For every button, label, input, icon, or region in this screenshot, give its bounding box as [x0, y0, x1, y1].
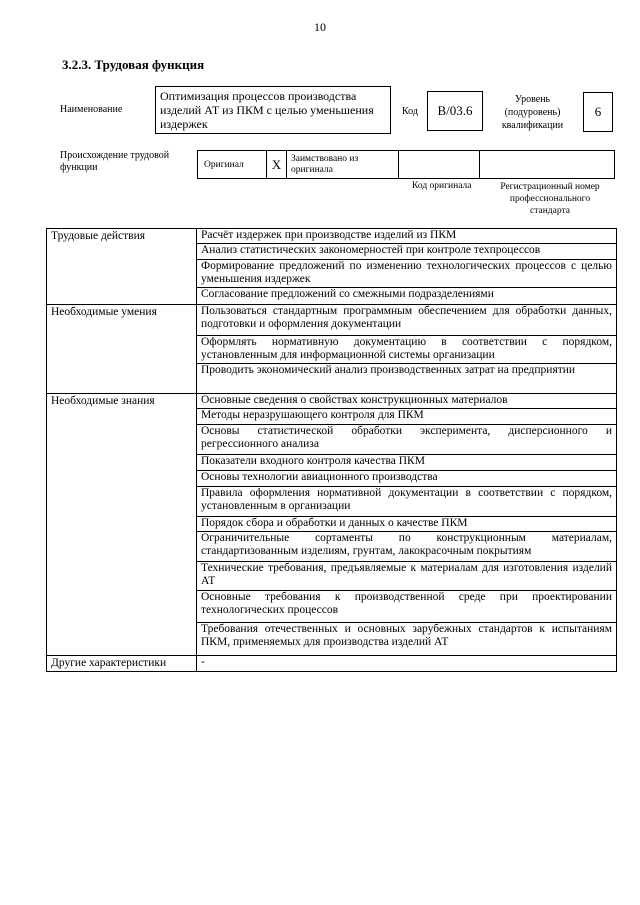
- table-item: Основы статистической обработки эксперимента, дисперсионного и регрессионного анализа: [197, 425, 616, 455]
- table-item: Оформлять нормативную документацию в соответствии с порядком, установленным для информационной системы организации: [197, 336, 616, 365]
- origin-label: Происхождение трудовой функции: [60, 150, 170, 173]
- table-item: Основные сведения о свойствах конструкционных материалов: [197, 394, 616, 409]
- table-item: Пользоваться стандартным программным обеспечением для обработки данных, подготовки и оформления документации: [197, 305, 616, 336]
- table-item: Методы неразрушающего контроля для ПКМ: [197, 409, 616, 425]
- borrowed-label: Заимствовано из оригинала: [287, 151, 399, 178]
- original-code-cell: [399, 151, 480, 178]
- table-item: -: [201, 656, 205, 668]
- registration-number-cell: [480, 151, 614, 178]
- table-item: Технические требования, предъявляемые к материалам для изготовления изделий АТ: [197, 562, 616, 591]
- section-labor-actions: [47, 229, 616, 305]
- table-item: Согласование предложений со смежными подразделениями: [201, 288, 494, 301]
- table-item: Проводить экономический анализ производственных затрат на предприятии: [201, 364, 576, 377]
- registration-number-caption: Регистрационный номер профессионального стандарта: [500, 182, 600, 216]
- table-item: Формирование предложений по изменению технологических процессов с целью уменьшения издержек: [197, 260, 616, 289]
- requirements-table: [46, 228, 617, 672]
- table-item: Основы технологии авиационного производства: [197, 471, 616, 487]
- qualification-level-label: Уровень (подуровень) квалификации: [501, 94, 564, 131]
- table-item: Основные требования к производственной среде при проектировании технологических процессов: [197, 591, 616, 623]
- qualification-level-box: 6: [583, 92, 613, 132]
- section-label: Необходимые знания: [47, 394, 197, 655]
- section-label: Другие характеристики: [47, 656, 197, 671]
- section-required-knowledge: [47, 394, 616, 656]
- page-number: 10: [314, 20, 326, 34]
- code-value-box: B/03.6: [427, 91, 483, 131]
- section-other-characteristics: [47, 656, 616, 671]
- table-item: Требования отечественных и основных зарубежных стандартов к испытаниям ПКМ, применяемых для производства изделий АТ: [201, 623, 612, 649]
- original-code-caption: Код оригинала: [412, 181, 472, 191]
- table-item: Ограничительные сортаменты по конструкционным материалам, стандартизованным изделиям, грунтам, лакокрасочным покрытиям: [197, 532, 616, 562]
- table-item: Правила оформления нормативной документации в соответствии с порядком, установленным в организации: [197, 487, 616, 517]
- table-item: Анализ статистических закономерностей при контроле техпроцессов: [197, 244, 616, 260]
- original-checkmark: X: [267, 151, 287, 178]
- origin-row: [197, 150, 615, 179]
- table-item: Порядок сбора и обработки и данных о качестве ПКМ: [197, 517, 616, 533]
- section-label: Трудовые действия: [47, 229, 197, 304]
- section-label: Необходимые умения: [47, 305, 197, 393]
- original-label: Оригинал: [198, 151, 267, 178]
- code-label: Код: [402, 106, 418, 117]
- section-required-skills: [47, 305, 616, 394]
- section-heading: 3.2.3. Трудовая функция: [62, 57, 205, 72]
- name-label: Наименование: [60, 104, 123, 115]
- table-item: Показатели входного контроля качества ПКМ: [197, 455, 616, 471]
- table-item: Расчёт издержек при производстве изделий из ПКМ: [197, 229, 616, 244]
- function-name-box: Оптимизация процессов производства изделий АТ из ПКМ с целью уменьшения издержек: [155, 86, 391, 134]
